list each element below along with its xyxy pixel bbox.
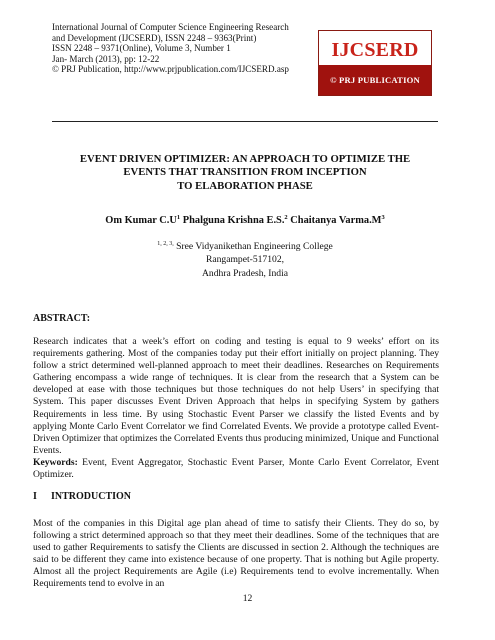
affiliation-marks: 1, 2, 3, xyxy=(157,241,174,247)
author-name: Om Kumar C.U xyxy=(105,215,177,226)
keywords xyxy=(33,457,439,481)
logo-title: IJCSERD xyxy=(331,39,419,61)
author-affil-mark: 1 xyxy=(176,214,181,221)
affiliation-institution: Sree Vidyanikethan Engineering College xyxy=(176,241,333,252)
paper-title-line: EVENT DRIVEN OPTIMIZER: AN APPROACH TO OPTIMIZE THE xyxy=(79,153,411,165)
page-number: 12 xyxy=(242,593,253,604)
author-name: Chaitanya Varma.M xyxy=(290,215,382,226)
keywords-label: Keywords: xyxy=(33,457,78,468)
journal-header-line: and Development (IJCSERD), ISSN 2248 – 9363(Print) xyxy=(52,32,257,43)
affiliation-city: Rangampet-517102, xyxy=(205,254,285,266)
author-name: Phalguna Krishna E.S. xyxy=(182,215,285,226)
journal-header xyxy=(52,22,314,75)
author-list xyxy=(52,211,438,228)
journal-header-line: ISSN 2248 – 9371(Online), Volume 3, Number 1 xyxy=(52,43,231,54)
paper-title-line: EVENTS THAT TRANSITION FROM INCEPTION xyxy=(123,166,367,179)
journal-header-line: International Journal of Computer Science Engineering Research xyxy=(52,22,289,32)
logo-publisher-band: © PRJ PUBLICATION xyxy=(319,65,431,95)
header-divider xyxy=(52,121,438,122)
author-affil-mark: 3 xyxy=(381,214,385,221)
journal-logo xyxy=(318,30,432,96)
paper-title xyxy=(52,153,438,193)
abstract-heading: ABSTRACT: xyxy=(33,313,91,324)
section-heading xyxy=(33,491,131,502)
journal-header-line: Jan- March (2013), pp: 12-22 xyxy=(52,53,160,64)
introduction-text: Most of the companies in this Digital age plan ahead of time to satisfy their Clients. They do so, by following a strict determined approach so that they meet their deadlines. Some of the techniques that are used to gather Requirements to satisfy the Clients are discussed in section 2. Although the techniques are said to be different they came into existence because of one property. That is nothing but Agile property. Almost all the project Requirements are Agile (i.e) Requirements tend to evolve incrementally. When Requirements tend to evolve in an xyxy=(33,518,439,590)
section-number: I xyxy=(33,491,37,502)
affiliation-state: Andhra Pradesh, India xyxy=(201,267,289,279)
abstract-text: Research indicates that a week’s effort on coding and testing is equal to 9 weeks’ effort on its requirements gathering. Most of the companies today put their effort initially on project planning. They follow a strict determined well-planned approach to meet their deadlines. Researches on Requirements Gathering encompass a wide range of techniques. It is clear from the research that a System can be developed at ease with those techniques but those techniques do not help Users’ in specifying that System. This paper discusses Event Driven Approach that helps in specifying System by gathers Requirements in less time. By using Stochastic Event Parser we classify the listed Events and by applying Monte Carlo Event Correlator we find Correlated Events. We provide a prototype called Event-Driven Optimizer that optimizes the Correlated Events thus producing minimized, Unique and Functional Events. xyxy=(33,336,439,456)
journal-header-line: © PRJ Publication, http://www.prjpublication.com/IJCSERD.asp xyxy=(52,64,289,75)
section-title: INTRODUCTION xyxy=(51,491,132,502)
keywords-text: Event, Event Aggregator, Stochastic Event Parser, Monte Carlo Event Correlator, Event Optimizer. xyxy=(33,457,439,481)
paper-title-line: TO ELABORATION PHASE xyxy=(177,179,313,192)
affiliation xyxy=(52,238,438,280)
author-affil-mark: 2 xyxy=(284,214,288,221)
